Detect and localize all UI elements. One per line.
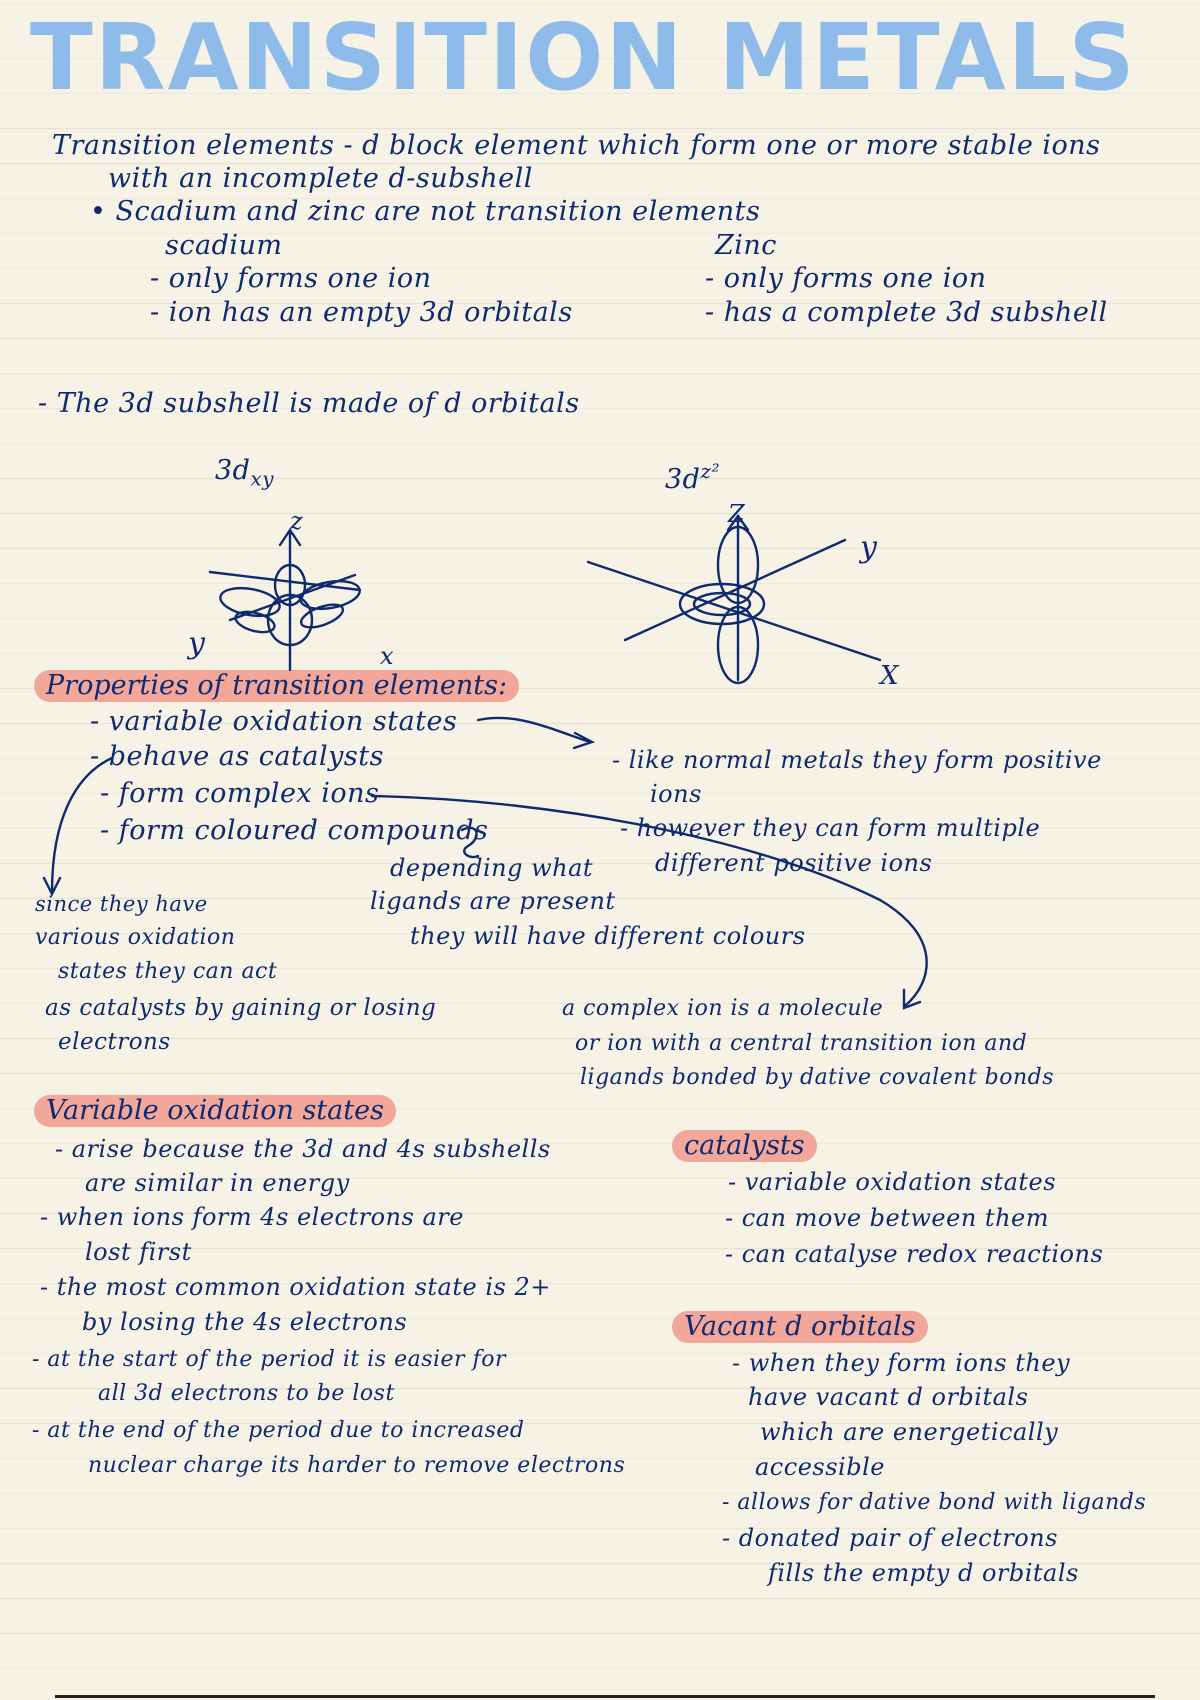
arrow-oxidation-to-ions: [478, 718, 592, 748]
zinc-heading: Zinc: [715, 230, 777, 261]
orbital-left-label: $3d_{xy}$: [215, 455, 275, 491]
depending-line-3: they will have different colours: [410, 922, 806, 950]
variable-oxidation-line: - at the end of the period due to increased: [32, 1418, 525, 1443]
vacant-orbitals-heading: Vacant d orbitals: [672, 1311, 928, 1343]
dxy-orbital-sketch: [210, 530, 362, 670]
vacant-orbitals-line: have vacant d orbitals: [748, 1383, 1029, 1411]
catalysts-heading: catalysts: [672, 1130, 817, 1162]
scandium-point-1: - only forms one ion: [150, 263, 432, 294]
orbital-right-axis-z: Z: [728, 500, 746, 528]
arrow-catalysts-to-note: [44, 758, 112, 894]
catalysts-line: - can move between them: [725, 1204, 1049, 1232]
positive-ions-line-1: - like normal metals they form positive: [612, 746, 1102, 774]
arrow-coloured-to-depending: [462, 828, 478, 857]
scandium-heading: scadium: [165, 230, 283, 261]
catalysts-line: - can catalyse redox reactions: [725, 1240, 1104, 1268]
orbital-right-label: $3d^{z^2}$: [665, 459, 721, 495]
variable-oxidation-heading: Variable oxidation states: [34, 1095, 396, 1127]
variable-oxidation-line: by losing the 4s electrons: [82, 1308, 408, 1336]
definition-line-1: Transition elements - d block element which form one or more stable ions: [52, 130, 1101, 161]
positive-ions-line-2: ions: [650, 780, 702, 808]
variable-oxidation-line: lost first: [85, 1238, 192, 1266]
property-item: - form coloured compounds: [100, 815, 489, 846]
zinc-point-2: - has a complete 3d subshell: [705, 297, 1108, 328]
scandium-point-2: - ion has an empty 3d orbitals: [150, 297, 573, 328]
vacant-orbitals-line: - when they form ions they: [732, 1349, 1071, 1377]
properties-heading: Properties of transition elements:: [34, 670, 519, 702]
definition-line-2: with an incomplete d-subshell: [108, 163, 533, 194]
vacant-orbitals-line: which are energetically: [760, 1418, 1059, 1446]
vacant-orbitals-line: fills the empty d orbitals: [768, 1559, 1079, 1587]
depending-line-1: depending what: [390, 854, 594, 882]
subshell-note: - The 3d subshell is made of d orbitals: [38, 388, 580, 419]
orbital-left-axis-y: y: [188, 626, 206, 661]
property-item: - behave as catalysts: [90, 741, 384, 772]
variable-oxidation-line: nuclear charge its harder to remove electrons: [88, 1453, 626, 1478]
zinc-point-1: - only forms one ion: [705, 263, 987, 294]
variable-oxidation-line: are similar in energy: [85, 1169, 350, 1197]
catalyst-note-line-2: various oxidation: [35, 925, 236, 950]
positive-ions-line-4: different positive ions: [655, 849, 933, 877]
variable-oxidation-line: - arise because the 3d and 4s subshells: [55, 1135, 551, 1163]
complex-ion-line-1: a complex ion is a molecule: [562, 996, 884, 1021]
orbital-left-axis-x: x: [380, 642, 395, 670]
catalysts-line: - variable oxidation states: [728, 1168, 1057, 1196]
vacant-orbitals-line: - allows for dative bond with ligands: [722, 1490, 1147, 1515]
variable-oxidation-line: all 3d electrons to be lost: [98, 1381, 395, 1406]
scandium-zinc-bullet: • Scadium and zinc are not transition elements: [90, 196, 761, 227]
dz2-orbital-sketch: [588, 516, 880, 683]
complex-ion-line-3: ligands bonded by dative covalent bonds: [580, 1065, 1055, 1090]
catalyst-note-line-5: electrons: [58, 1029, 171, 1055]
orbital-left-axis-z: z: [290, 507, 304, 535]
depending-line-2: ligands are present: [370, 887, 616, 915]
catalyst-note-line-4: as catalysts by gaining or losing: [45, 995, 437, 1021]
vacant-orbitals-line: - donated pair of electrons: [722, 1524, 1058, 1552]
property-item: - variable oxidation states: [90, 706, 458, 737]
positive-ions-line-3: - however they can form multiple: [620, 814, 1041, 842]
variable-oxidation-line: - at the start of the period it is easier for: [32, 1347, 506, 1372]
catalyst-note-line-1: since they have: [35, 892, 208, 916]
variable-oxidation-line: - the most common oxidation state is 2+: [40, 1273, 551, 1301]
orbital-right-axis-x: X: [880, 661, 900, 691]
catalyst-note-line-3: states they can act: [58, 959, 278, 984]
arrow-complex-ions-to-definition: [372, 796, 927, 1008]
orbital-right-axis-y: y: [860, 530, 878, 565]
vacant-orbitals-line: accessible: [755, 1453, 885, 1481]
page-bottom-rule: [55, 1695, 1155, 1698]
page-title: TRANSITION METALS: [30, 4, 1137, 111]
complex-ion-line-2: or ion with a central transition ion and: [575, 1031, 1028, 1056]
variable-oxidation-line: - when ions form 4s electrons are: [40, 1203, 464, 1231]
property-item: - form complex ions: [100, 778, 380, 809]
